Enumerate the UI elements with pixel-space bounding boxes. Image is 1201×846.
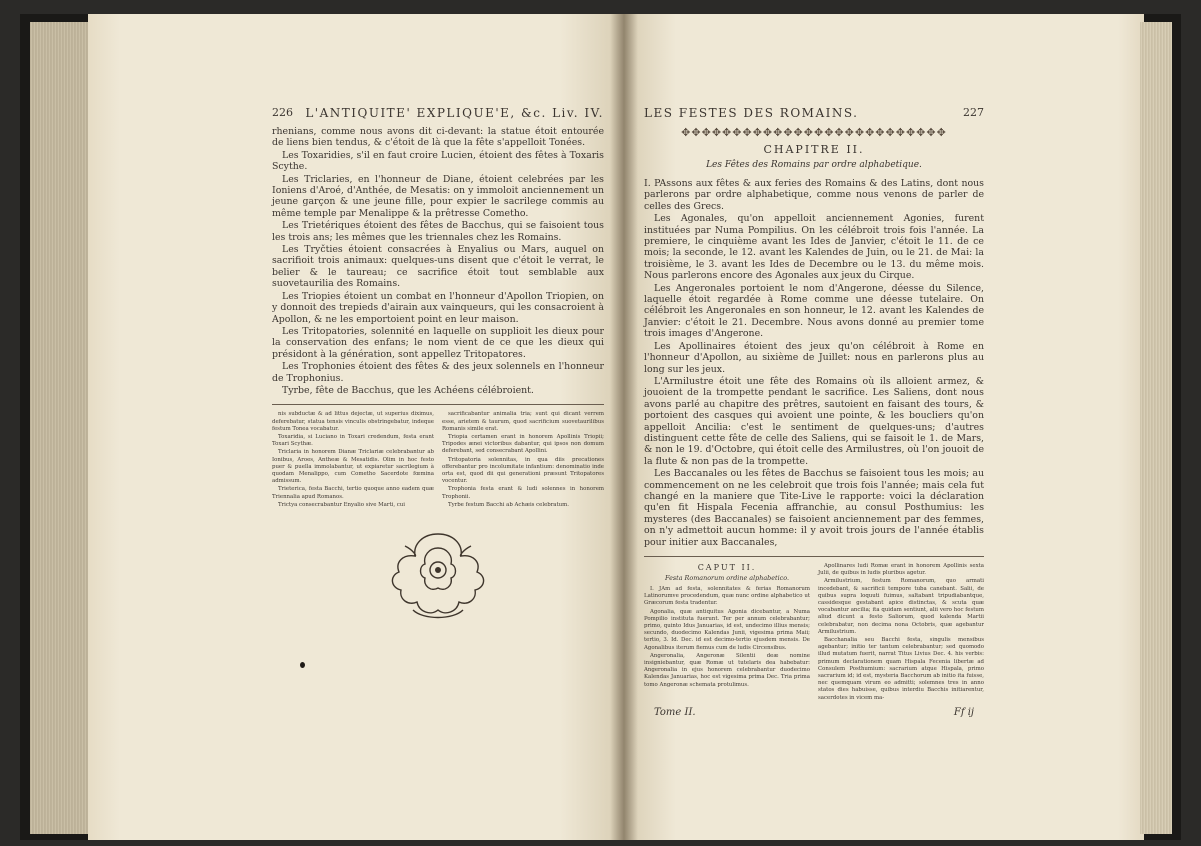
notes-subtitle: Festa Romanorum ordine alphabetico. <box>665 574 789 582</box>
right-running-head <box>644 106 984 120</box>
note-paragraph: Apollinares ludi Romæ erant in honorem Apollinis sexta Julii, de quibus in ludis pluribus agetur. <box>818 563 984 577</box>
note-paragraph: I. JAm ad festa, solennitates & ferias Romanorum Latinorumve procedendum, quæ nunc ordine alphabetico ut Græcorum festa tradentur. <box>644 586 810 607</box>
left-notes-column-2 <box>442 411 604 510</box>
note-paragraph: Bacchanalia seu Bacchi festa, singulis mensibus agebantur; initio ter tantum celebrabantur; sed quomodo illud mutatum fuerit, narrat Titus Livius Dec. 4. his verbis: primum declarationem quam Hispala Fecenia libertæ ad Consulem Posthumium: sacrarium atque Hispala, primo sacrarium id; id est, mysteria Bacchorum ab initio ita fuisse, nec quemquam virum eo admitti; solemnes tres in anno statos dies habuisse, quibus interdiu Bacchis initiarentur, sacerdotes in vicem ma- <box>818 637 984 701</box>
note-paragraph: Trophonia festa erant & ludi solennes in honorem Trophonii. <box>442 486 604 500</box>
cul-de-lampe-ornament-icon <box>383 526 493 626</box>
gathering-signature: Ff ij <box>953 706 974 718</box>
left-notes-column-1 <box>272 411 434 510</box>
left-page <box>88 14 624 840</box>
note-paragraph: Trieterica, festa Bacchi, tertio quoque anno eadem quæ Triennalia apud Romanos. <box>272 486 434 500</box>
right-page-number: 227 <box>963 106 984 119</box>
right-paragraph: I. PAssons aux fêtes & aux feries des Romains & des Latins, dont nous parlerons par ordre alphabetique, comme nous venons de parler de celles des Grecs. <box>644 178 984 212</box>
right-body-text <box>644 178 984 548</box>
note-paragraph: Tritopatoria solennitas, in qua diis precationes offerebantur pro incolumitate infantium: denominatio inde orta est, quod dii qui generationi præsunt Tritopatores vocentur. <box>442 456 604 485</box>
right-paragraph: Les Angeronales portoient le nom d'Angerone, déesse du Silence, laquelle étoit regardée à Rome comme une déesse tutelaire. On célébroit les Angeronales en son honneur, le 12. avant les Kalendes de Janvier: c'étoit le 21. Decembre. Nous avons donné au premier tome trois images d'Angerone. <box>644 282 984 340</box>
note-paragraph: nis subductæ & ad littus dejectæ, ut superius diximus, deferebatur, statua tensis vinculis obstringebatur, indeque festum Tonea vocabatur. <box>272 411 434 432</box>
left-paragraph: Les Tritopatories, solennité en laquelle on supplioit les dieux pour la conservation des enfans; le nom vient de ce que les dieux qui présidont à la génération, sont appellez Tritopatores. <box>272 325 604 360</box>
note-paragraph: Toxaridia, si Luciano in Toxari credendum, festa erant Toxari Scythæ. <box>272 433 434 448</box>
book-gutter <box>610 14 638 840</box>
page-mark <box>300 662 305 668</box>
left-running-title: L'ANTIQUITE' EXPLIQUE'E, &c. Liv. IV. <box>305 106 604 120</box>
right-page-content <box>644 106 984 718</box>
left-paragraph: Tyrbe, fête de Bacchus, que les Achéens célébroient. <box>282 384 534 396</box>
note-paragraph: Triopia certamen erant in honorem Apollinis Triopii; Tripodes ænei victoribus dabantur, qui ipsos non domum deferebant, sed consecrabant Apollini. <box>442 433 604 455</box>
notes-title: CAPUT II. <box>697 563 757 572</box>
left-paragraph: Les Triclaries, en l'honneur de Diane, étoient celebrées par les Ioniens d'Aroé, d'Anthée, de Mesatis: on y immoloit anciennement un jeune garçon & une jeune fille, pour expier le sacrilege commis au même temple par Menalippe & la prêtresse Cometho. <box>272 173 604 219</box>
right-paragraph: L'Armilustre étoit une fête des Romains où ils alloient armez, & jouoient de la trompette pendant le sacrifice. Les Saliens, dont nous avons parlé au chapitre des prêtres, sautoient en faisant des tours, & portoient des casques qui avoient une pointe, & les boucliers qu'on appelloit Ancilia: c'est le sentiment de quelques-uns; d'autres distinguent cette fête de celle des Saliens, qui se faisoit le 1. de Mars, & non le 19. d'Octobre, qui étoit celle des Armilustres, où l'on jouoit de la flute & non pas de la trompette. <box>644 375 984 467</box>
right-notes-rule <box>644 556 984 557</box>
left-paragraph: Les Trietériques étoient des fêtes de Bacchus, qui se faisoient tous les trois ans; les mêmes que les triennales chez les Romains. <box>272 220 604 243</box>
right-latin-notes <box>644 563 984 703</box>
fleuron-band: ✥✥✥✥✥✥✥✥✥✥✥✥✥✥✥✥✥✥✥✥✥✥✥✥✥✥ <box>681 126 947 139</box>
right-page-stack <box>1140 22 1172 834</box>
left-paragraph: Les Trophonies étoient des fêtes & des jeux solennels en l'honneur de Trophonius. <box>272 361 604 384</box>
left-page-stack <box>30 22 90 834</box>
left-body-text <box>272 126 604 396</box>
right-page <box>624 14 1144 840</box>
note-paragraph: Trictya consecrabantur Enyalio sive Marti, cui <box>278 501 405 508</box>
right-paragraph: Les Baccanales ou les fêtes de Bacchus se faisoient tous les mois; au commencement on ne les celebroit que trois fois l'année; mais cela fut changé en la maniere que Tite-Live le rapporte: voici la déclaration qu'en fit Hispala Fecenia affranchie, au consul Posthumius: les mysteres (des Baccanales) se faisoient anciennement par des femmes, on n'y admettoit aucun homme: il y avoit trois jours de l'année établis pour initier aux Baccanales, <box>644 468 984 548</box>
left-page-number: 226 <box>272 106 293 119</box>
left-page-content <box>272 106 604 626</box>
left-paragraph: rhenians, comme nous avons dit ci-devant: la statue étoit entourée de liens bien tendus, & c'étoit de là que la fête s'appelloit Tonées. <box>272 126 604 149</box>
note-paragraph: Agonalia, quæ antiquitus Agonia dicebantur, a Numa Pompilio instituta fuerunt. Ter per annum celebrabantur; primo, quinto Idus Januarias, id est, undecimo illius mensis; secundo, duodecimo Kalendas Junii, vigesima prima Maii; tertio, 3. Id. Dec. id est decimo-tertio ejusdem mensis. De Agonalibus iterum fiemus cum de ludis Circensibus. <box>644 608 810 651</box>
open-book <box>20 14 1181 840</box>
note-paragraph: Angeronalia, Angeronæ Silentii deæ nomine insigniebantur, quæ Romæ ut tutelaris dea habebatur: Angeronalia in ejus honorem celebrabantur duodecimo Kalendas Januarias, hoc est vigesima prima Dec. Tria prima tomo Angeronæ schemata protulimus. <box>644 652 810 688</box>
right-running-title: LES FESTES DES ROMAINS. <box>644 106 859 120</box>
chapter-subtitle: Les Fêtes des Romains par ordre alphabetique. <box>706 160 922 170</box>
note-paragraph: Tyrbe festum Bacchi ab Achæis celebratum. <box>448 501 569 508</box>
right-paragraph: Les Apollinaires étoient des jeux qu'on célébroit à Rome en l'honneur d'Apollon, au sixième de Juillet: nous en parlerons plus au long sur les jeux. <box>644 340 984 375</box>
left-notes-rule <box>272 404 604 405</box>
left-paragraph: Les Triopies étoient un combat en l'honneur d'Apollon Triopien, on y donnoit des trepieds d'airain aux vainqueurs, qui les consacroient à Apollon, & ne les emportoient point en leur maison. <box>272 290 604 325</box>
right-paragraph: Les Agonales, qu'on appelloit anciennement Agonies, furent instituées par Numa Pompilius. On les célébroit trois fois l'année. La premiere, le cinquième avant les Ides de Janvier, c'étoit le 11. de ce mois; la seconde, le 12. avant les Kalendes de Juin, ou le 21. de Mai: la troisième, le 3. avant les Ides de Decembre ou le 13. du même mois. Nous parlerons encore des Agonales aux jeux du Cirque. <box>644 213 984 282</box>
volume-signature: Tome II. <box>654 706 696 718</box>
right-notes-column-2 <box>818 563 984 703</box>
left-latin-notes <box>272 411 604 510</box>
note-paragraph: Armilustrium, festum Romanorum, quo armati incedebant, & sacrificii tempore tuba canebant. Salii, de quibus supra loquuti fuimus, saltabant tripudiabantque, cassidesque gestabant apice distinctas, & scuta quæ vocabantur ancilia; ita quidam sentiunt, alii vero hoc festum aliud dicunt a festo Saliorum, quod kalenda Martii celebrabatur, non decima nona Octobris, quæ agebantur Armilustrium. <box>818 578 984 635</box>
note-paragraph: Triclaria in honorem Dianæ Triclariæ celebrabantur ab Ionibus, Aroes, Antheæ & Mesatidis. Olim in hoc festo puer & puella immolabantur, ut expiaretur sacrilegium à quodam Menalippo, cum Cometho Sacerdote fœmina admissum. <box>272 449 434 485</box>
left-running-head <box>272 106 604 120</box>
left-paragraph: Les Toxaridies, s'il en faut croire Lucien, étoient des fêtes à Toxaris Scythe. <box>272 149 604 173</box>
left-paragraph: Les Tryčties étoient consacrées à Enyalius ou Mars, auquel on sacrifioit trois animaux: quelques-uns disent que c'étoit le verrat, le belier & le taureau; ce sacrifice étoit tout semblable aux suovetaurilia des Romains. <box>272 244 604 290</box>
right-notes-column-1 <box>644 563 810 703</box>
chapter-title: CHAPITRE II. <box>763 143 865 156</box>
note-paragraph: sacrificabantur animalia tria; sunt qui dicant verrem esse, arietem & taurum, quod sacrificium suovetaurilibus Romanis simile erat. <box>442 411 604 432</box>
right-page-footer <box>644 707 984 718</box>
